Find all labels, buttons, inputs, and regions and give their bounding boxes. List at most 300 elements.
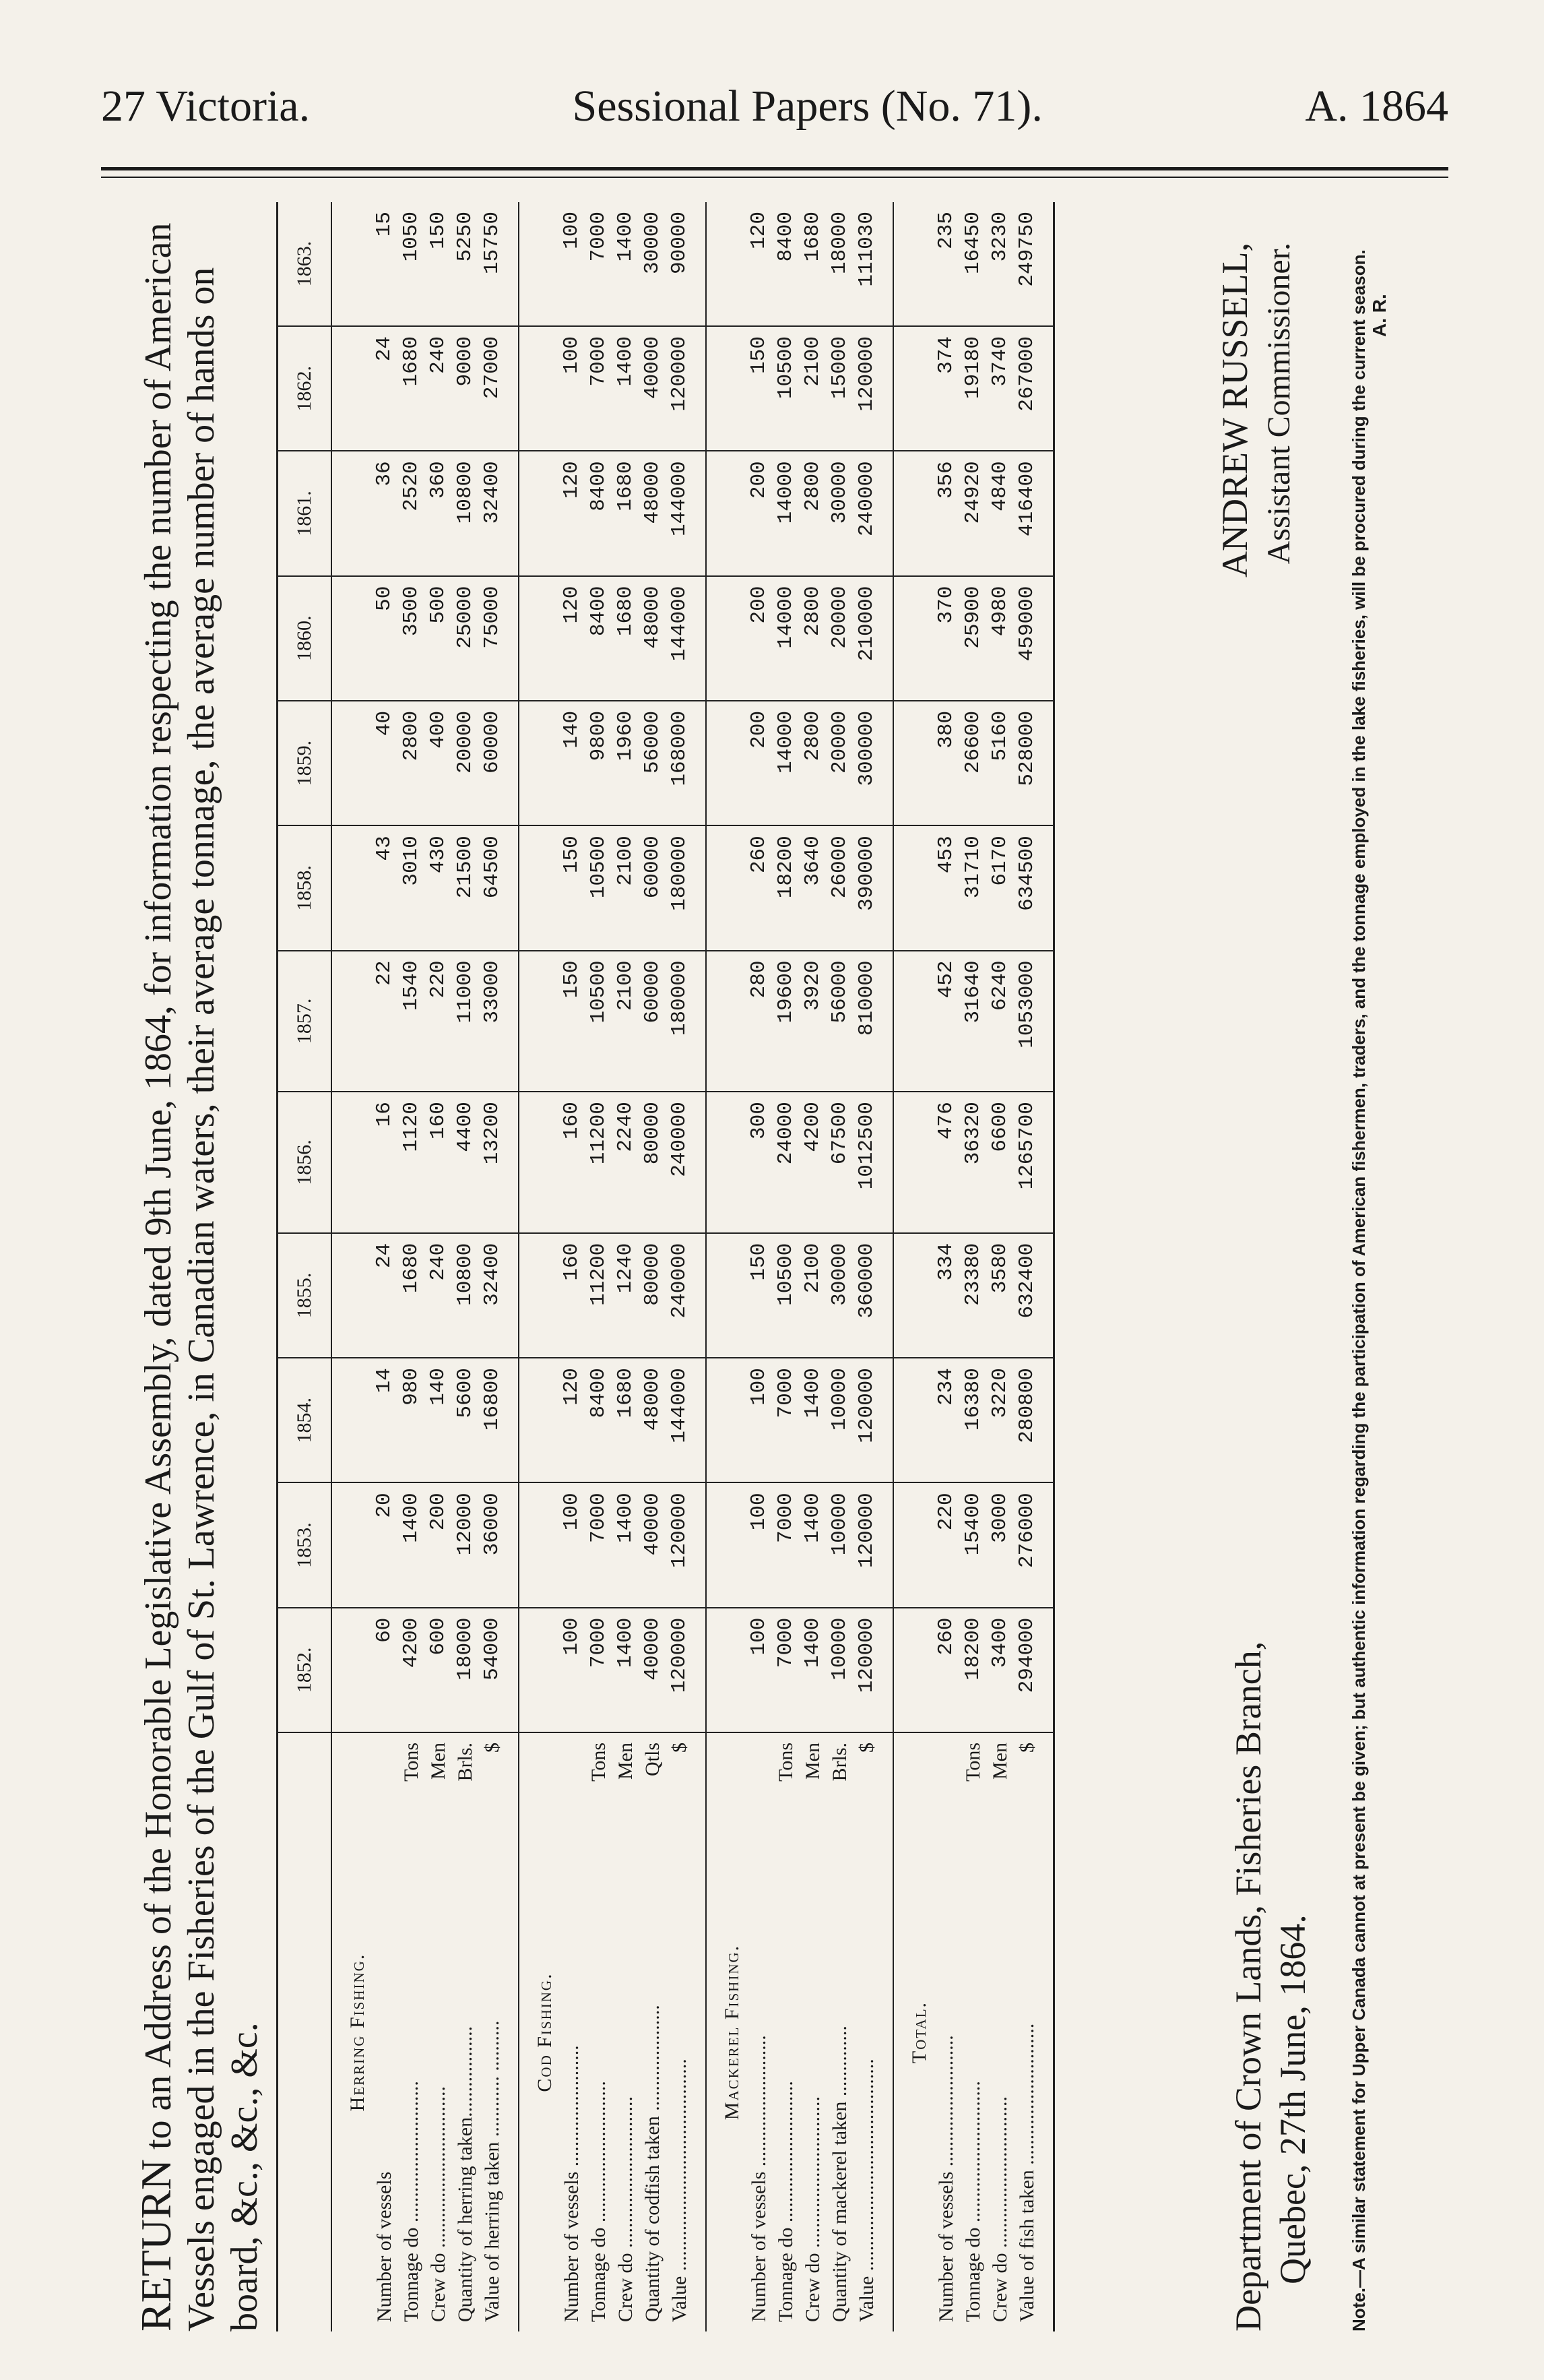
value-cell: 40000 <box>639 326 666 451</box>
value-cell: 300000 <box>854 701 893 825</box>
row-label-cell <box>854 1732 893 2331</box>
year-header: 1862. <box>278 326 332 451</box>
empty-cell <box>706 451 746 575</box>
year-header: 1853. <box>278 1482 332 1607</box>
title-text: to an Address of the Honorable Legislative Assembly, dated 9th June, 1864, for information respecting the number of American Vessels engaged in the Fisheries of the Gulf of St. Lawrence, in Canadian waters, their average tonnage, the average number of hands on board, &c., &c., &c. <box>137 222 265 2331</box>
fisheries-return-table <box>276 202 1055 2331</box>
value-cell: 24 <box>371 326 398 451</box>
value-cell: 22 <box>371 951 398 1092</box>
value-cell: 8400 <box>585 1358 612 1482</box>
value-cell: 90000 <box>666 202 706 326</box>
value-cell: 235 <box>933 202 960 326</box>
row-label: Value .......................................... <box>856 2059 878 2322</box>
row-label: Crew do .............................. <box>614 2096 637 2322</box>
value-cell: 60000 <box>479 701 519 825</box>
empty-cell <box>519 1233 558 1358</box>
value-cell: 2100 <box>800 326 827 451</box>
row-unit: Qtls <box>641 1743 664 1777</box>
row-label: Quantity of herring taken.................. <box>454 2026 476 2322</box>
value-cell: 120000 <box>854 1358 893 1482</box>
empty-cell <box>893 451 933 575</box>
value-cell: 120000 <box>854 1608 893 1732</box>
value-cell: 234 <box>933 1358 960 1482</box>
empty-cell <box>893 1482 933 1607</box>
table-row <box>371 202 398 2331</box>
value-cell: 10000 <box>827 1358 854 1482</box>
section-heading-row <box>893 202 933 2331</box>
value-cell: 600 <box>425 1608 452 1732</box>
table-row <box>933 202 960 2331</box>
value-cell: 1012500 <box>854 1092 893 1233</box>
value-cell: 80000 <box>639 1092 666 1233</box>
value-cell: 2100 <box>800 1233 827 1358</box>
row-label: Crew do .............................. <box>989 2096 1011 2322</box>
value-cell: 360 <box>425 451 452 575</box>
table-row <box>639 202 666 2331</box>
value-cell: 150 <box>746 326 773 451</box>
value-cell: 4840 <box>987 451 1014 575</box>
value-cell: 980 <box>398 1358 425 1482</box>
value-cell: 300 <box>746 1092 773 1233</box>
value-cell: 6170 <box>987 825 1014 950</box>
value-cell: 8400 <box>585 576 612 701</box>
empty-cell <box>331 951 371 1092</box>
value-cell: 20 <box>371 1482 398 1607</box>
value-cell: 150 <box>425 202 452 326</box>
value-cell: 634500 <box>1014 825 1054 950</box>
row-label-cell <box>746 1732 773 2331</box>
empty-cell <box>893 326 933 451</box>
value-cell: 5250 <box>452 202 479 326</box>
value-cell: 4980 <box>987 576 1014 701</box>
value-cell: 24920 <box>960 451 987 575</box>
empty-cell <box>706 1233 746 1358</box>
table-row <box>558 202 585 2331</box>
value-cell: 14 <box>371 1358 398 1482</box>
row-label-cell <box>585 1732 612 2331</box>
value-cell: 160 <box>558 1092 585 1233</box>
row-label: Number of vessels .......................... <box>748 2035 770 2322</box>
title-lead: RETURN <box>132 2159 180 2331</box>
value-cell: 1120 <box>398 1092 425 1233</box>
year-header: 1855. <box>278 1233 332 1358</box>
value-cell: 180000 <box>666 825 706 950</box>
row-label: Number of vessels ........................ <box>560 2045 583 2322</box>
value-cell: 200 <box>425 1482 452 1607</box>
value-cell: 23380 <box>960 1233 987 1358</box>
value-cell: 453 <box>933 825 960 950</box>
value-cell: 11200 <box>585 1092 612 1233</box>
year-header: 1857. <box>278 951 332 1092</box>
table-body <box>331 202 1054 2331</box>
value-cell: 24000 <box>773 1092 800 1233</box>
value-cell: 48000 <box>639 451 666 575</box>
value-cell: 15400 <box>960 1482 987 1607</box>
value-cell: 6600 <box>987 1092 1014 1233</box>
value-cell: 15750 <box>479 202 519 326</box>
value-cell: 19600 <box>773 951 800 1092</box>
value-cell: 220 <box>425 951 452 1092</box>
value-cell: 10000 <box>827 1608 854 1732</box>
value-cell: 3400 <box>987 1608 1014 1732</box>
value-cell: 260 <box>746 825 773 950</box>
row-unit: $ <box>481 1743 503 1753</box>
value-cell: 360000 <box>854 1233 893 1358</box>
value-cell: 6240 <box>987 951 1014 1092</box>
value-cell: 140 <box>425 1358 452 1482</box>
empty-cell <box>706 1482 746 1607</box>
commissioner-signature <box>1213 243 1301 1051</box>
year-header: 1859. <box>278 701 332 825</box>
value-cell: 13200 <box>479 1092 519 1233</box>
value-cell: 1400 <box>800 1358 827 1482</box>
value-cell: 1400 <box>612 326 639 451</box>
value-cell: 160 <box>558 1233 585 1358</box>
value-cell: 48000 <box>639 1358 666 1482</box>
table-row <box>585 202 612 2331</box>
row-label: Crew do ................................ <box>427 2086 449 2322</box>
value-cell: 390000 <box>854 825 893 950</box>
empty-cell <box>331 701 371 825</box>
row-label-cell <box>827 1732 854 2331</box>
table-row <box>746 202 773 2331</box>
row-label: Number of vessels .......................... <box>935 2035 957 2322</box>
value-cell: 1680 <box>398 1233 425 1358</box>
value-cell: 120000 <box>854 326 893 451</box>
empty-cell <box>331 1092 371 1233</box>
row-unit: Men <box>802 1743 824 1780</box>
value-cell: 280800 <box>1014 1358 1054 1482</box>
value-cell: 280 <box>746 951 773 1092</box>
header-left: 27 Victoria. <box>101 82 311 131</box>
section-heading: Mackerel Fishing. <box>721 1944 743 2121</box>
empty-cell <box>706 825 746 950</box>
value-cell: 120000 <box>854 1482 893 1607</box>
value-cell: 1680 <box>612 451 639 575</box>
value-cell: 20000 <box>827 701 854 825</box>
row-label: Tonnage do ............................ <box>400 2081 422 2322</box>
value-cell: 150 <box>558 951 585 1092</box>
value-cell: 100 <box>746 1482 773 1607</box>
value-cell: 400 <box>425 701 452 825</box>
value-cell: 3220 <box>987 1358 1014 1482</box>
footnote: Note.—A similar statement for Upper Canada cannot at present be given; but authentic information regarding the participation of American fishermen, traders, and the tonnage employed in the lake fisheries, will be procured during the current season. <box>1349 249 1369 2331</box>
value-cell: 64500 <box>479 825 519 950</box>
value-cell: 9800 <box>585 701 612 825</box>
value-cell: 30000 <box>827 451 854 575</box>
row-label-cell <box>398 1732 425 2331</box>
row-label: Crew do .............................. <box>802 2096 824 2322</box>
value-cell: 20000 <box>827 576 854 701</box>
empty-cell <box>706 701 746 825</box>
year-header-row <box>278 202 332 2331</box>
value-cell: 140 <box>558 701 585 825</box>
section-heading: Cod Fishing. <box>534 1972 556 2092</box>
row-unit: $ <box>856 1743 878 1753</box>
row-unit: Tons <box>587 1743 610 1782</box>
section-heading: Total. <box>908 2001 930 2064</box>
table-row <box>398 202 425 2331</box>
row-unit: Men <box>614 1743 637 1780</box>
empty-cell <box>519 701 558 825</box>
value-cell: 5600 <box>452 1358 479 1482</box>
value-cell: 2800 <box>800 451 827 575</box>
empty-cell <box>893 1233 933 1358</box>
value-cell: 3920 <box>800 951 827 1092</box>
value-cell: 75000 <box>479 576 519 701</box>
value-cell: 14000 <box>773 576 800 701</box>
value-cell: 180000 <box>666 951 706 1092</box>
value-cell: 10500 <box>773 326 800 451</box>
row-label-cell <box>933 1732 960 2331</box>
value-cell: 459000 <box>1014 576 1054 701</box>
value-cell: 4200 <box>800 1092 827 1233</box>
value-cell: 100 <box>558 1482 585 1607</box>
empty-cell <box>331 576 371 701</box>
value-cell: 1400 <box>398 1482 425 1607</box>
value-cell: 16450 <box>960 202 987 326</box>
value-cell: 15000 <box>827 326 854 451</box>
value-cell: 1680 <box>398 326 425 451</box>
value-cell: 80000 <box>639 1233 666 1358</box>
value-cell: 2100 <box>612 951 639 1092</box>
value-cell: 18000 <box>827 202 854 326</box>
row-label: Tonnage do ............................ <box>962 2081 984 2322</box>
value-cell: 1050 <box>398 202 425 326</box>
value-cell: 1400 <box>800 1482 827 1607</box>
value-cell: 3640 <box>800 825 827 950</box>
value-cell: 10500 <box>585 951 612 1092</box>
value-cell: 528000 <box>1014 701 1054 825</box>
value-cell: 1400 <box>612 202 639 326</box>
table-row <box>425 202 452 2331</box>
value-cell: 100 <box>558 326 585 451</box>
empty-cell <box>706 576 746 701</box>
value-cell: 15 <box>371 202 398 326</box>
value-cell: 7000 <box>773 1358 800 1482</box>
value-cell: 1540 <box>398 951 425 1092</box>
value-cell: 476 <box>933 1092 960 1233</box>
value-cell: 32400 <box>479 1233 519 1358</box>
year-header: 1852. <box>278 1608 332 1732</box>
value-cell: 56000 <box>827 951 854 1092</box>
empty-cell <box>893 951 933 1092</box>
value-cell: 356 <box>933 451 960 575</box>
commissioner-role: Assistant Commissioner. <box>1261 243 1297 565</box>
value-cell: 249750 <box>1014 202 1054 326</box>
empty-cell <box>706 202 746 326</box>
row-unit: $ <box>1016 1743 1038 1753</box>
value-cell: 10500 <box>585 825 612 950</box>
section-heading: Herring Fishing. <box>346 1953 368 2112</box>
empty-cell <box>519 451 558 575</box>
value-cell: 18200 <box>960 1608 987 1732</box>
row-label: Number of vessels <box>373 2171 395 2322</box>
value-cell: 3010 <box>398 825 425 950</box>
row-unit: Brls. <box>454 1743 476 1782</box>
row-unit: $ <box>668 1743 690 1753</box>
value-cell: 26000 <box>827 825 854 950</box>
rotated-page-content <box>115 189 1448 2345</box>
value-cell: 416400 <box>1014 451 1054 575</box>
value-cell: 120000 <box>666 1482 706 1607</box>
value-cell: 1680 <box>612 576 639 701</box>
empty-cell <box>519 1482 558 1607</box>
value-cell: 100 <box>558 202 585 326</box>
value-cell: 260 <box>933 1608 960 1732</box>
row-label: Value .......................................... <box>668 2059 690 2322</box>
value-cell: 1680 <box>800 202 827 326</box>
value-cell: 144000 <box>666 576 706 701</box>
table-row <box>827 202 854 2331</box>
row-label: Value of herring taken ............ .......... <box>481 2020 503 2322</box>
value-cell: 16800 <box>479 1358 519 1482</box>
value-cell: 7000 <box>773 1608 800 1732</box>
value-cell: 452 <box>933 951 960 1092</box>
footnote-initials: A. R. <box>1369 294 1390 337</box>
department-signature <box>1226 1641 1315 2331</box>
value-cell: 2520 <box>398 451 425 575</box>
row-label: Tonnage do ............................ <box>775 2081 797 2322</box>
empty-cell <box>331 326 371 451</box>
value-cell: 10000 <box>827 1482 854 1607</box>
value-cell: 10500 <box>773 1233 800 1358</box>
value-cell: 810000 <box>854 951 893 1092</box>
empty-cell <box>893 1608 933 1732</box>
empty-cell <box>519 576 558 701</box>
row-unit: Men <box>989 1743 1011 1780</box>
value-cell: 150 <box>746 1233 773 1358</box>
value-cell: 54000 <box>479 1608 519 1732</box>
value-cell: 25900 <box>960 576 987 701</box>
value-cell: 50 <box>371 576 398 701</box>
value-cell: 36 <box>371 451 398 575</box>
value-cell: 7000 <box>585 1482 612 1607</box>
value-cell: 11000 <box>452 951 479 1092</box>
value-cell: 24 <box>371 1233 398 1358</box>
empty-cell <box>331 202 371 326</box>
empty-cell <box>706 1092 746 1233</box>
row-label-cell <box>479 1732 519 2331</box>
value-cell: 500 <box>425 576 452 701</box>
value-cell: 1960 <box>612 701 639 825</box>
running-header <box>101 81 1448 148</box>
value-cell: 3230 <box>987 202 1014 326</box>
value-cell: 120 <box>558 576 585 701</box>
value-cell: 294000 <box>1014 1608 1054 1732</box>
value-cell: 1265700 <box>1014 1092 1054 1233</box>
value-cell: 19180 <box>960 326 987 451</box>
header-rule-thin <box>101 177 1448 178</box>
value-cell: 4400 <box>452 1092 479 1233</box>
value-cell: 2100 <box>612 825 639 950</box>
value-cell: 18000 <box>452 1608 479 1732</box>
header-right: A. 1864 <box>1305 82 1448 131</box>
value-cell: 60000 <box>639 951 666 1092</box>
value-cell: 31640 <box>960 951 987 1092</box>
empty-cell <box>706 326 746 451</box>
row-unit: Tons <box>775 1743 797 1782</box>
value-cell: 16 <box>371 1092 398 1233</box>
empty-cell <box>331 451 371 575</box>
value-cell: 120 <box>558 451 585 575</box>
row-label-cell <box>425 1732 452 2331</box>
value-cell: 100 <box>558 1608 585 1732</box>
value-cell: 144000 <box>666 1358 706 1482</box>
row-label-cell <box>612 1732 639 2331</box>
value-cell: 2800 <box>800 576 827 701</box>
commissioner-name: ANDREW RUSSELL, <box>1215 243 1255 578</box>
value-cell: 36320 <box>960 1092 987 1233</box>
value-cell: 16380 <box>960 1358 987 1482</box>
value-cell: 1400 <box>612 1482 639 1607</box>
value-cell: 5160 <box>987 701 1014 825</box>
row-unit: Tons <box>400 1743 422 1782</box>
value-cell: 168000 <box>666 701 706 825</box>
empty-cell <box>331 1608 371 1732</box>
value-cell: 380 <box>933 701 960 825</box>
value-cell: 3740 <box>987 326 1014 451</box>
value-cell: 120000 <box>666 326 706 451</box>
value-cell: 7000 <box>585 1608 612 1732</box>
year-header: 1858. <box>278 825 332 950</box>
row-label-cell <box>800 1732 827 2331</box>
value-cell: 120 <box>746 202 773 326</box>
empty-cell <box>519 1358 558 1482</box>
row-unit: Brls. <box>829 1743 851 1782</box>
row-label-cell <box>960 1732 987 2331</box>
year-header: 1861. <box>278 451 332 575</box>
value-cell: 7000 <box>585 202 612 326</box>
value-cell: 40000 <box>639 1482 666 1607</box>
value-cell: 36000 <box>479 1482 519 1607</box>
table-row <box>773 202 800 2331</box>
section-heading-row <box>331 202 371 2331</box>
empty-cell <box>893 825 933 950</box>
value-cell: 21500 <box>452 825 479 950</box>
header-blank-cell <box>278 1732 332 2331</box>
value-cell: 1240 <box>612 1233 639 1358</box>
value-cell: 430 <box>425 825 452 950</box>
year-header: 1863. <box>278 202 332 326</box>
empty-cell <box>519 825 558 950</box>
value-cell: 334 <box>933 1233 960 1358</box>
table-row <box>666 202 706 2331</box>
empty-cell <box>519 1608 558 1732</box>
empty-cell <box>706 1358 746 1482</box>
value-cell: 240 <box>425 326 452 451</box>
value-cell: 11200 <box>585 1233 612 1358</box>
value-cell: 43 <box>371 825 398 950</box>
value-cell: 56000 <box>639 701 666 825</box>
value-cell: 30000 <box>827 1233 854 1358</box>
empty-cell <box>331 1358 371 1482</box>
value-cell: 30000 <box>639 202 666 326</box>
value-cell: 2240 <box>612 1092 639 1233</box>
date-line: Quebec, 27th June, 1864. <box>1273 1914 1313 2284</box>
value-cell: 1400 <box>800 1608 827 1732</box>
empty-cell <box>519 1092 558 1233</box>
value-cell: 200 <box>746 701 773 825</box>
value-cell: 240000 <box>666 1092 706 1233</box>
row-unit: Tons <box>962 1743 984 1782</box>
empty-cell <box>519 326 558 451</box>
value-cell: 1053000 <box>1014 951 1054 1092</box>
header-rule <box>101 167 1448 170</box>
value-cell: 150 <box>558 825 585 950</box>
department-line: Department of Crown Lands, Fisheries Branch, <box>1228 1641 1268 2331</box>
value-cell: 18200 <box>773 825 800 950</box>
